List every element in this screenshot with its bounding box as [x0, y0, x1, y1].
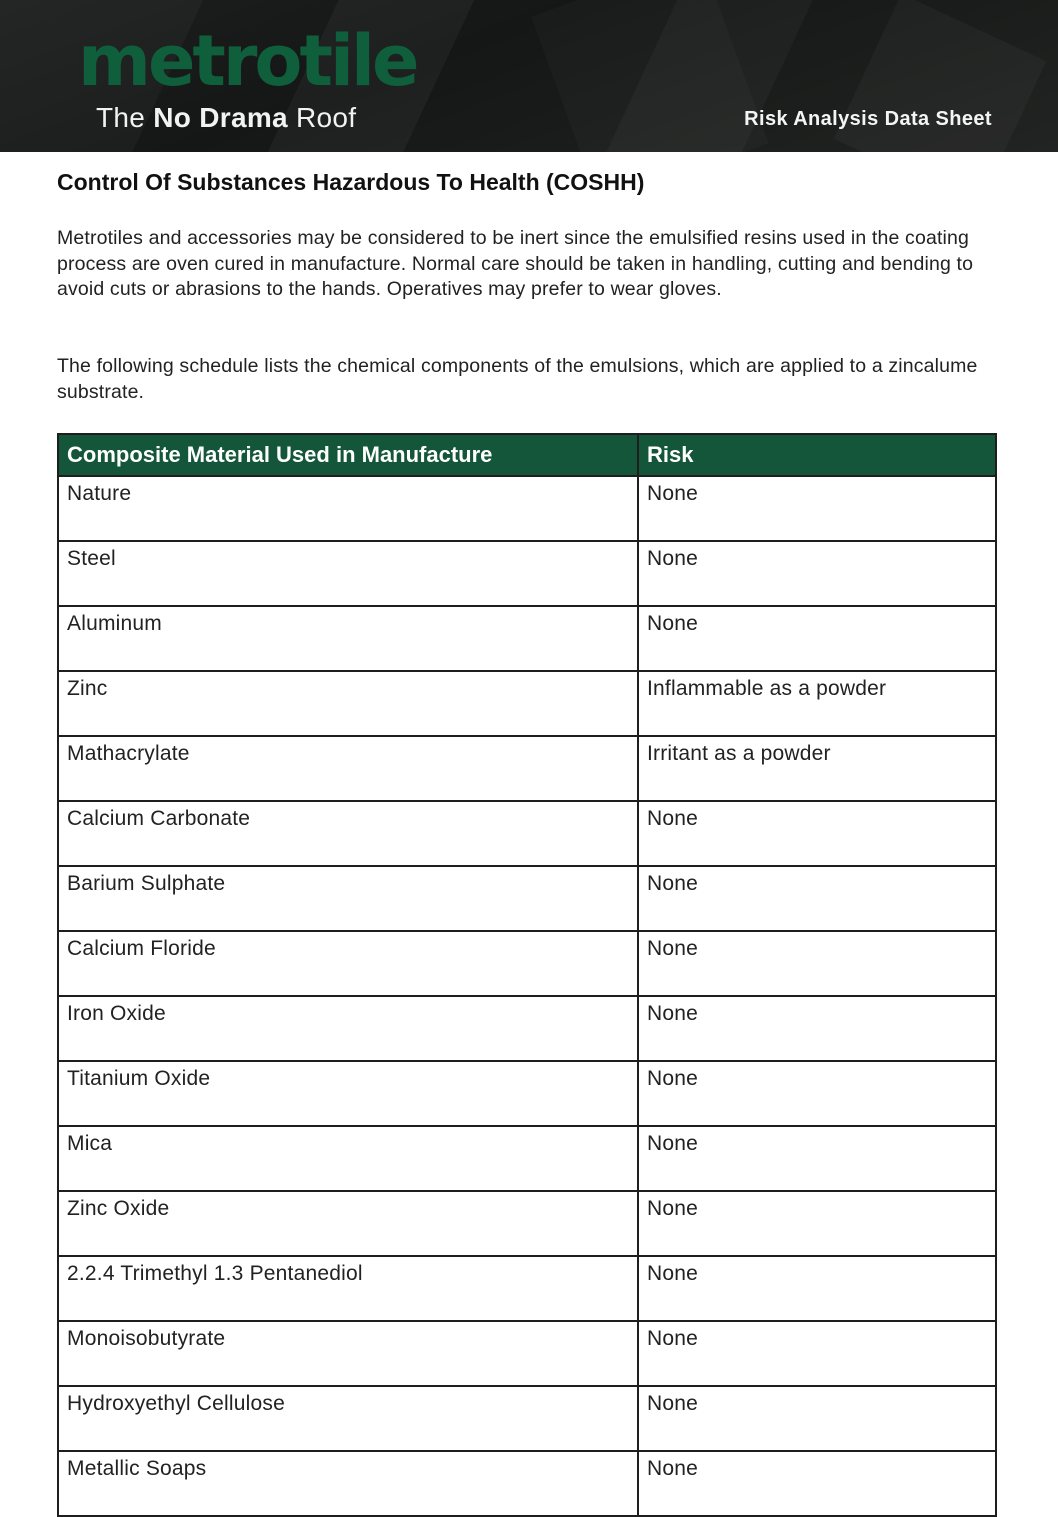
- risk-cell: None: [638, 1061, 996, 1126]
- material-cell: Aluminum: [58, 606, 638, 671]
- material-cell: Iron Oxide: [58, 996, 638, 1061]
- risk-cell: None: [638, 1191, 996, 1256]
- material-cell: Mathacrylate: [58, 736, 638, 801]
- material-cell: Metallic Soaps: [58, 1451, 638, 1516]
- material-cell: Titanium Oxide: [58, 1061, 638, 1126]
- material-cell: Calcium Floride: [58, 931, 638, 996]
- risk-cell: None: [638, 1451, 996, 1516]
- risk-cell: None: [638, 1256, 996, 1321]
- risk-cell: None: [638, 931, 996, 996]
- table-row: [58, 801, 996, 866]
- material-cell: Monoisobutyrate: [58, 1321, 638, 1386]
- materials-risk-table: [57, 433, 997, 1517]
- risk-cell: Irritant as a powder: [638, 736, 996, 801]
- intro-paragraph: Metrotiles and accessories may be considered to be inert since the emulsified resins used in the coating process are oven cured in manufacture. Normal care should be taken in handling, cutting and bending to avoid cuts or abrasions to the hands. Operatives may prefer to wear gloves.: [57, 227, 974, 300]
- material-cell: Calcium Carbonate: [58, 801, 638, 866]
- tagline-suffix: Roof: [296, 102, 357, 133]
- metrotile-logo: metrotile: [78, 20, 417, 102]
- table-row: [58, 736, 996, 801]
- column-header-material: Composite Material Used in Manufacture: [58, 434, 638, 476]
- table-row: [58, 866, 996, 931]
- risk-cell: None: [638, 1126, 996, 1191]
- tagline-prefix: The: [96, 102, 146, 133]
- table-row: [58, 671, 996, 736]
- table-row: [58, 541, 996, 606]
- table-row: [58, 1061, 996, 1126]
- risk-cell: None: [638, 866, 996, 931]
- table-row: [58, 476, 996, 541]
- section-title: Control Of Substances Hazardous To Health (COSHH): [57, 169, 645, 195]
- risk-cell: None: [638, 476, 996, 541]
- material-cell: Zinc Oxide: [58, 1191, 638, 1256]
- material-cell: Nature: [58, 476, 638, 541]
- risk-cell: None: [638, 996, 996, 1061]
- table-row: [58, 996, 996, 1061]
- material-cell: Hydroxyethyl Cellulose: [58, 1386, 638, 1451]
- material-cell: Barium Sulphate: [58, 866, 638, 931]
- material-cell: Zinc: [58, 671, 638, 736]
- risk-cell: None: [638, 1321, 996, 1386]
- table-row: [58, 1451, 996, 1516]
- risk-cell: Inflammable as a powder: [638, 671, 996, 736]
- table-row: [58, 1321, 996, 1386]
- material-cell: Mica: [58, 1126, 638, 1191]
- risk-cell: None: [638, 606, 996, 671]
- risk-cell: None: [638, 1386, 996, 1451]
- table-row: [58, 1126, 996, 1191]
- table-row: [58, 931, 996, 996]
- material-cell: 2.2.4 Trimethyl 1.3 Pentanediol: [58, 1256, 638, 1321]
- sheet-title: Risk Analysis Data Sheet: [744, 108, 992, 130]
- column-header-risk: Risk: [638, 434, 996, 476]
- table-row: [58, 606, 996, 671]
- material-cell: Steel: [58, 541, 638, 606]
- table-row: [58, 1191, 996, 1256]
- tagline: [96, 102, 356, 134]
- table-row: [58, 1256, 996, 1321]
- tagline-bold: No Drama: [153, 102, 288, 133]
- risk-cell: None: [638, 541, 996, 606]
- risk-cell: None: [638, 801, 996, 866]
- schedule-paragraph: The following schedule lists the chemical components of the emulsions, which are applied to a zincalume substrate.: [57, 355, 978, 403]
- header-banner: [0, 0, 1058, 152]
- table-row: [58, 1386, 996, 1451]
- table-header-row: [58, 434, 996, 476]
